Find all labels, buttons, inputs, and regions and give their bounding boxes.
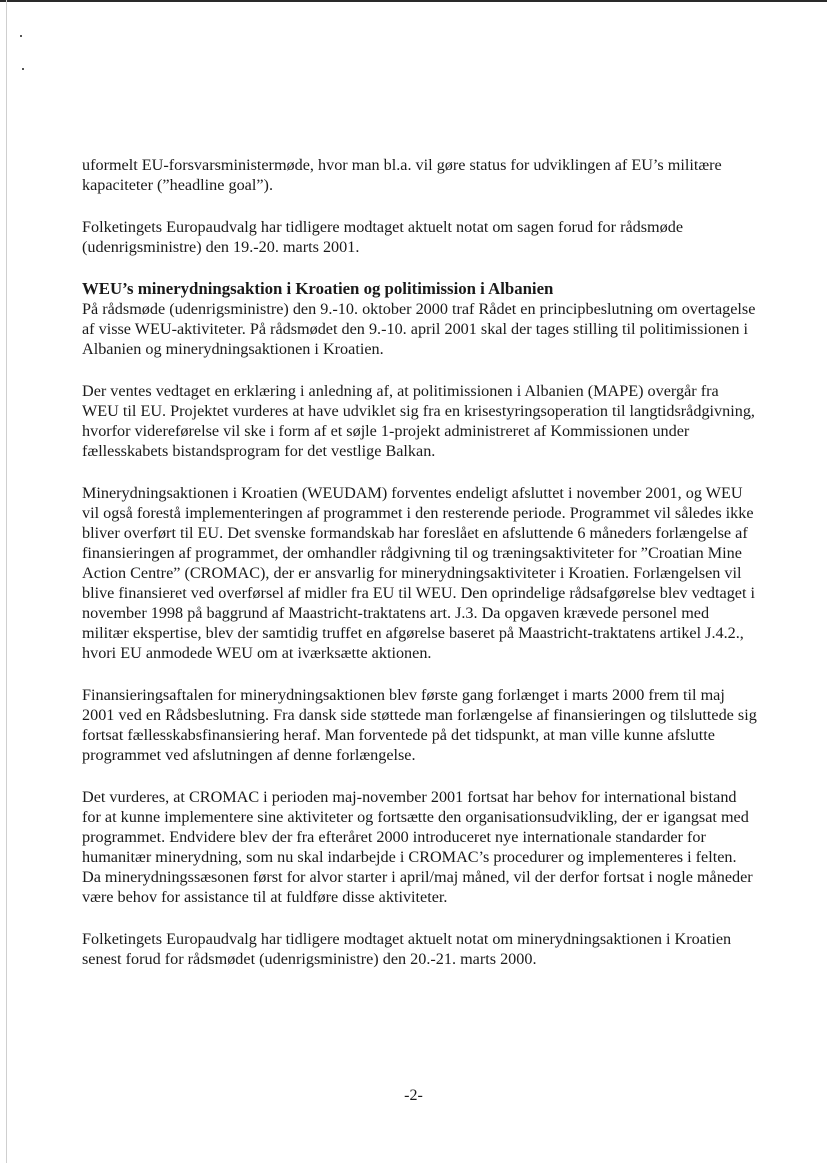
paragraph: Folketingets Europaudvalg har tidligere modtaget aktuelt notat om sagen forud for rådsmøde (udenrigsministre) den 19.-20. marts 2001. xyxy=(82,218,684,256)
paragraph: Finansieringsaftalen for minerydningsaktionen blev første gang forlænget i marts 2000 frem til maj 2001 ved en Rådsbeslutning. Fra dansk side støttede man forlængelse af finansieringen og tilsluttede sig fortsat fællesskabsfinansiering heraf. Man forventede på det tidspunkt, at man ville kunne afslutte programmet ved afslutningen af denne forlængelse. xyxy=(82,686,757,764)
top-edge-rule xyxy=(0,0,827,2)
document-body xyxy=(82,155,758,991)
scan-mark xyxy=(22,68,24,70)
paragraph: På rådsmøde (udenrigsministre) den 9.-10. oktober 2000 traf Rådet en principbeslutning om overtagelse af visse WEU-aktiviteter. På rådsmødet den 9.-10. april 2001 skal der tages stilling til politimissionen i Albanien og minerydningsaktionen i Kroatien. xyxy=(82,300,756,358)
section-heading: WEU’s minerydningsaktion i Kroatien og politimission i Albanien xyxy=(82,279,554,298)
paragraph: Der ventes vedtaget en erklæring i anledning af, at politimissionen i Albanien (MAPE) overgår fra WEU til EU. Projektet vurderes at have udviklet sig fra en krisestyringsoperation til langtidsrådgivning, hvorfor videreførelse vil ske i form af et søjle 1-projekt administreret af Kommissionen under fællesskabets bistandsprogram for det vestlige Balkan. xyxy=(82,382,755,460)
paragraph: Minerydningsaktionen i Kroatien (WEUDAM) forventes endeligt afsluttet i november 2001, og WEU vil også forestå implementeringen af programmet i den resterende periode. Programmet vil således ikke bliver overført til EU. Det svenske formandskab har foreslået en afsluttende 6 måneders forlængelse af finansieringen af programmet, der omhandler rådgivning til og træningsaktiviteter for ”Croatian Mine Action Centre” (CROMAC), der er ansvarlig for minerydningsaktiviteter i Kroatien. Forlængelsen vil blive finansieret ved overførsel af midler fra EU til WEU. Den oprindelige rådsafgørelse blev vedtaget i november 1998 på baggrund af Maastricht-traktatens art. J.3. Da opgaven krævede personel med militær ekspertise, blev der samtidig truffet en afgørelse baseret på Maastricht-traktatens artikel J.4.2., hvori EU anmodede WEU om at iværksætte aktionen. xyxy=(82,484,756,662)
paragraph: uformelt EU-forsvarsministermøde, hvor man bl.a. vil gøre status for udviklingen af EU’s militære kapaciteter (”headline goal”). xyxy=(82,156,722,194)
paragraph: Folketingets Europaudvalg har tidligere modtaget aktuelt notat om minerydningsaktionen i Kroatien senest forud for rådsmødet (udenrigsministre) den 20.-21. marts 2000. xyxy=(82,930,732,968)
left-edge-rule xyxy=(6,0,7,1163)
scan-mark xyxy=(20,35,22,37)
paragraph: Det vurderes, at CROMAC i perioden maj-november 2001 fortsat har behov for international bistand for at kunne implementere sine aktiviteter og fortsætte den organisationsudvikling, der er igangsat med programmet. Endvidere blev der fra efteråret 2000 introduceret nye internationale standarder for humanitær minerydning, som nu skal indarbejde i CROMAC’s procedurer og implementeres i felten. Da minerydningssæsonen først for alvor starter i april/maj måned, vil der derfor fortsat i nogle måneder være behov for assistance til at fuldføre disse aktiviteter. xyxy=(82,788,753,906)
page-number: -2- xyxy=(404,1087,423,1104)
